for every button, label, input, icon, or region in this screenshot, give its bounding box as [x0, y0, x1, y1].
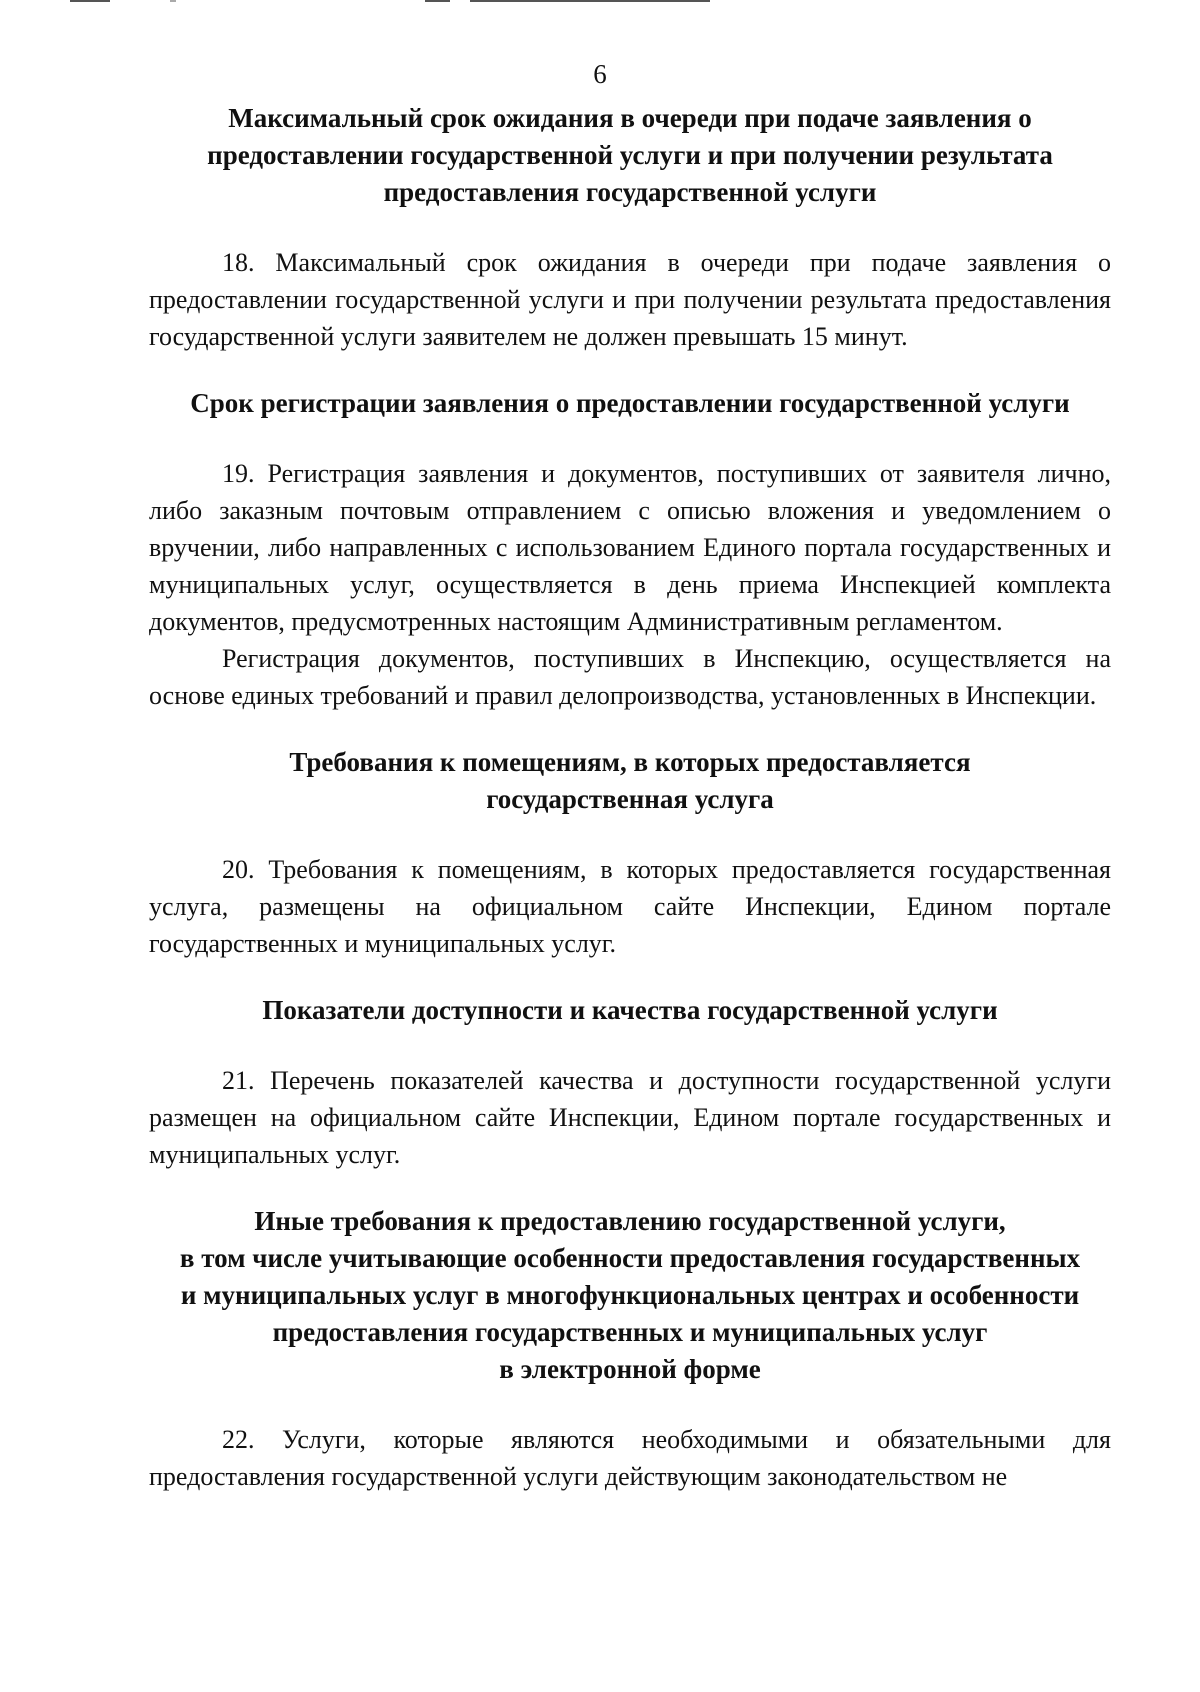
heading-line: Требования к помещениям, в которых предоставляется [289, 747, 971, 777]
scan-artifact-marks [70, 0, 710, 4]
heading-registration-term [149, 385, 1111, 422]
paragraph-18: 18. Максимальный срок ожидания в очереди при подаче заявления о предоставлении государственной услуги и при получении результата предоставления государственной услуги заявителем не должен превышать 15 минут. [149, 248, 1111, 351]
heading-line: и муниципальных услуг в многофункциональных центрах и особенности [180, 1280, 1080, 1310]
paragraph-19-continued: Регистрация документов, поступивших в Инспекцию, осуществляется на основе единых требований и правил делопроизводства, установленных в Инспекции. [149, 644, 1111, 710]
heading-max-wait-time [149, 100, 1111, 211]
heading-line: Показатели доступности и качества государственной услуги [262, 995, 998, 1025]
heading-line: предоставления государственных и муниципальных услуг [272, 1317, 988, 1347]
heading-line: в электронной форме [499, 1354, 761, 1384]
heading-line: Максимальный срок ожидания в очереди при подаче заявления о [228, 103, 1032, 133]
heading-line: Иные требования к предоставлению государственной услуги, [254, 1206, 1006, 1236]
heading-line: предоставлении государственной услуги и при получении результата [207, 140, 1053, 170]
paragraph-19: 19. Регистрация заявления и документов, поступивших от заявителя лично, либо заказным почтовым отправлением с описью вложения и уведомлением о вручении, либо направленных с использованием Единого портала государственных и муниципальных услуг, осуществляется в день приема Инспекцией комплекта документов, предусмотренных настоящим Административным регламентом. [149, 459, 1111, 636]
heading-quality-indicators [149, 992, 1111, 1029]
paragraph-20: 20. Требования к помещениям, в которых предоставляется государственная услуга, размещены на официальном сайте Инспекции, Едином портале государственных и муниципальных услуг. [149, 855, 1111, 958]
heading-other-requirements [149, 1203, 1111, 1388]
paragraph-21: 21. Перечень показателей качества и доступности государственной услуги размещен на официальном сайте Инспекции, Едином портале государственных и муниципальных услуг. [149, 1066, 1111, 1169]
heading-line: государственная услуга [486, 784, 774, 814]
document-body [149, 100, 1111, 1495]
paragraph-22: 22. Услуги, которые являются необходимыми и обязательными для предоставления государственной услуги действующим законодательством не [149, 1425, 1111, 1491]
heading-premises-requirements [149, 744, 1111, 818]
heading-line: Срок регистрации заявления о предоставлении государственной услуги [190, 388, 1070, 418]
heading-line: предоставления государственной услуги [383, 177, 877, 207]
heading-line: в том числе учитывающие особенности предоставления государственных [179, 1243, 1081, 1273]
page-number: 6 [593, 59, 607, 89]
